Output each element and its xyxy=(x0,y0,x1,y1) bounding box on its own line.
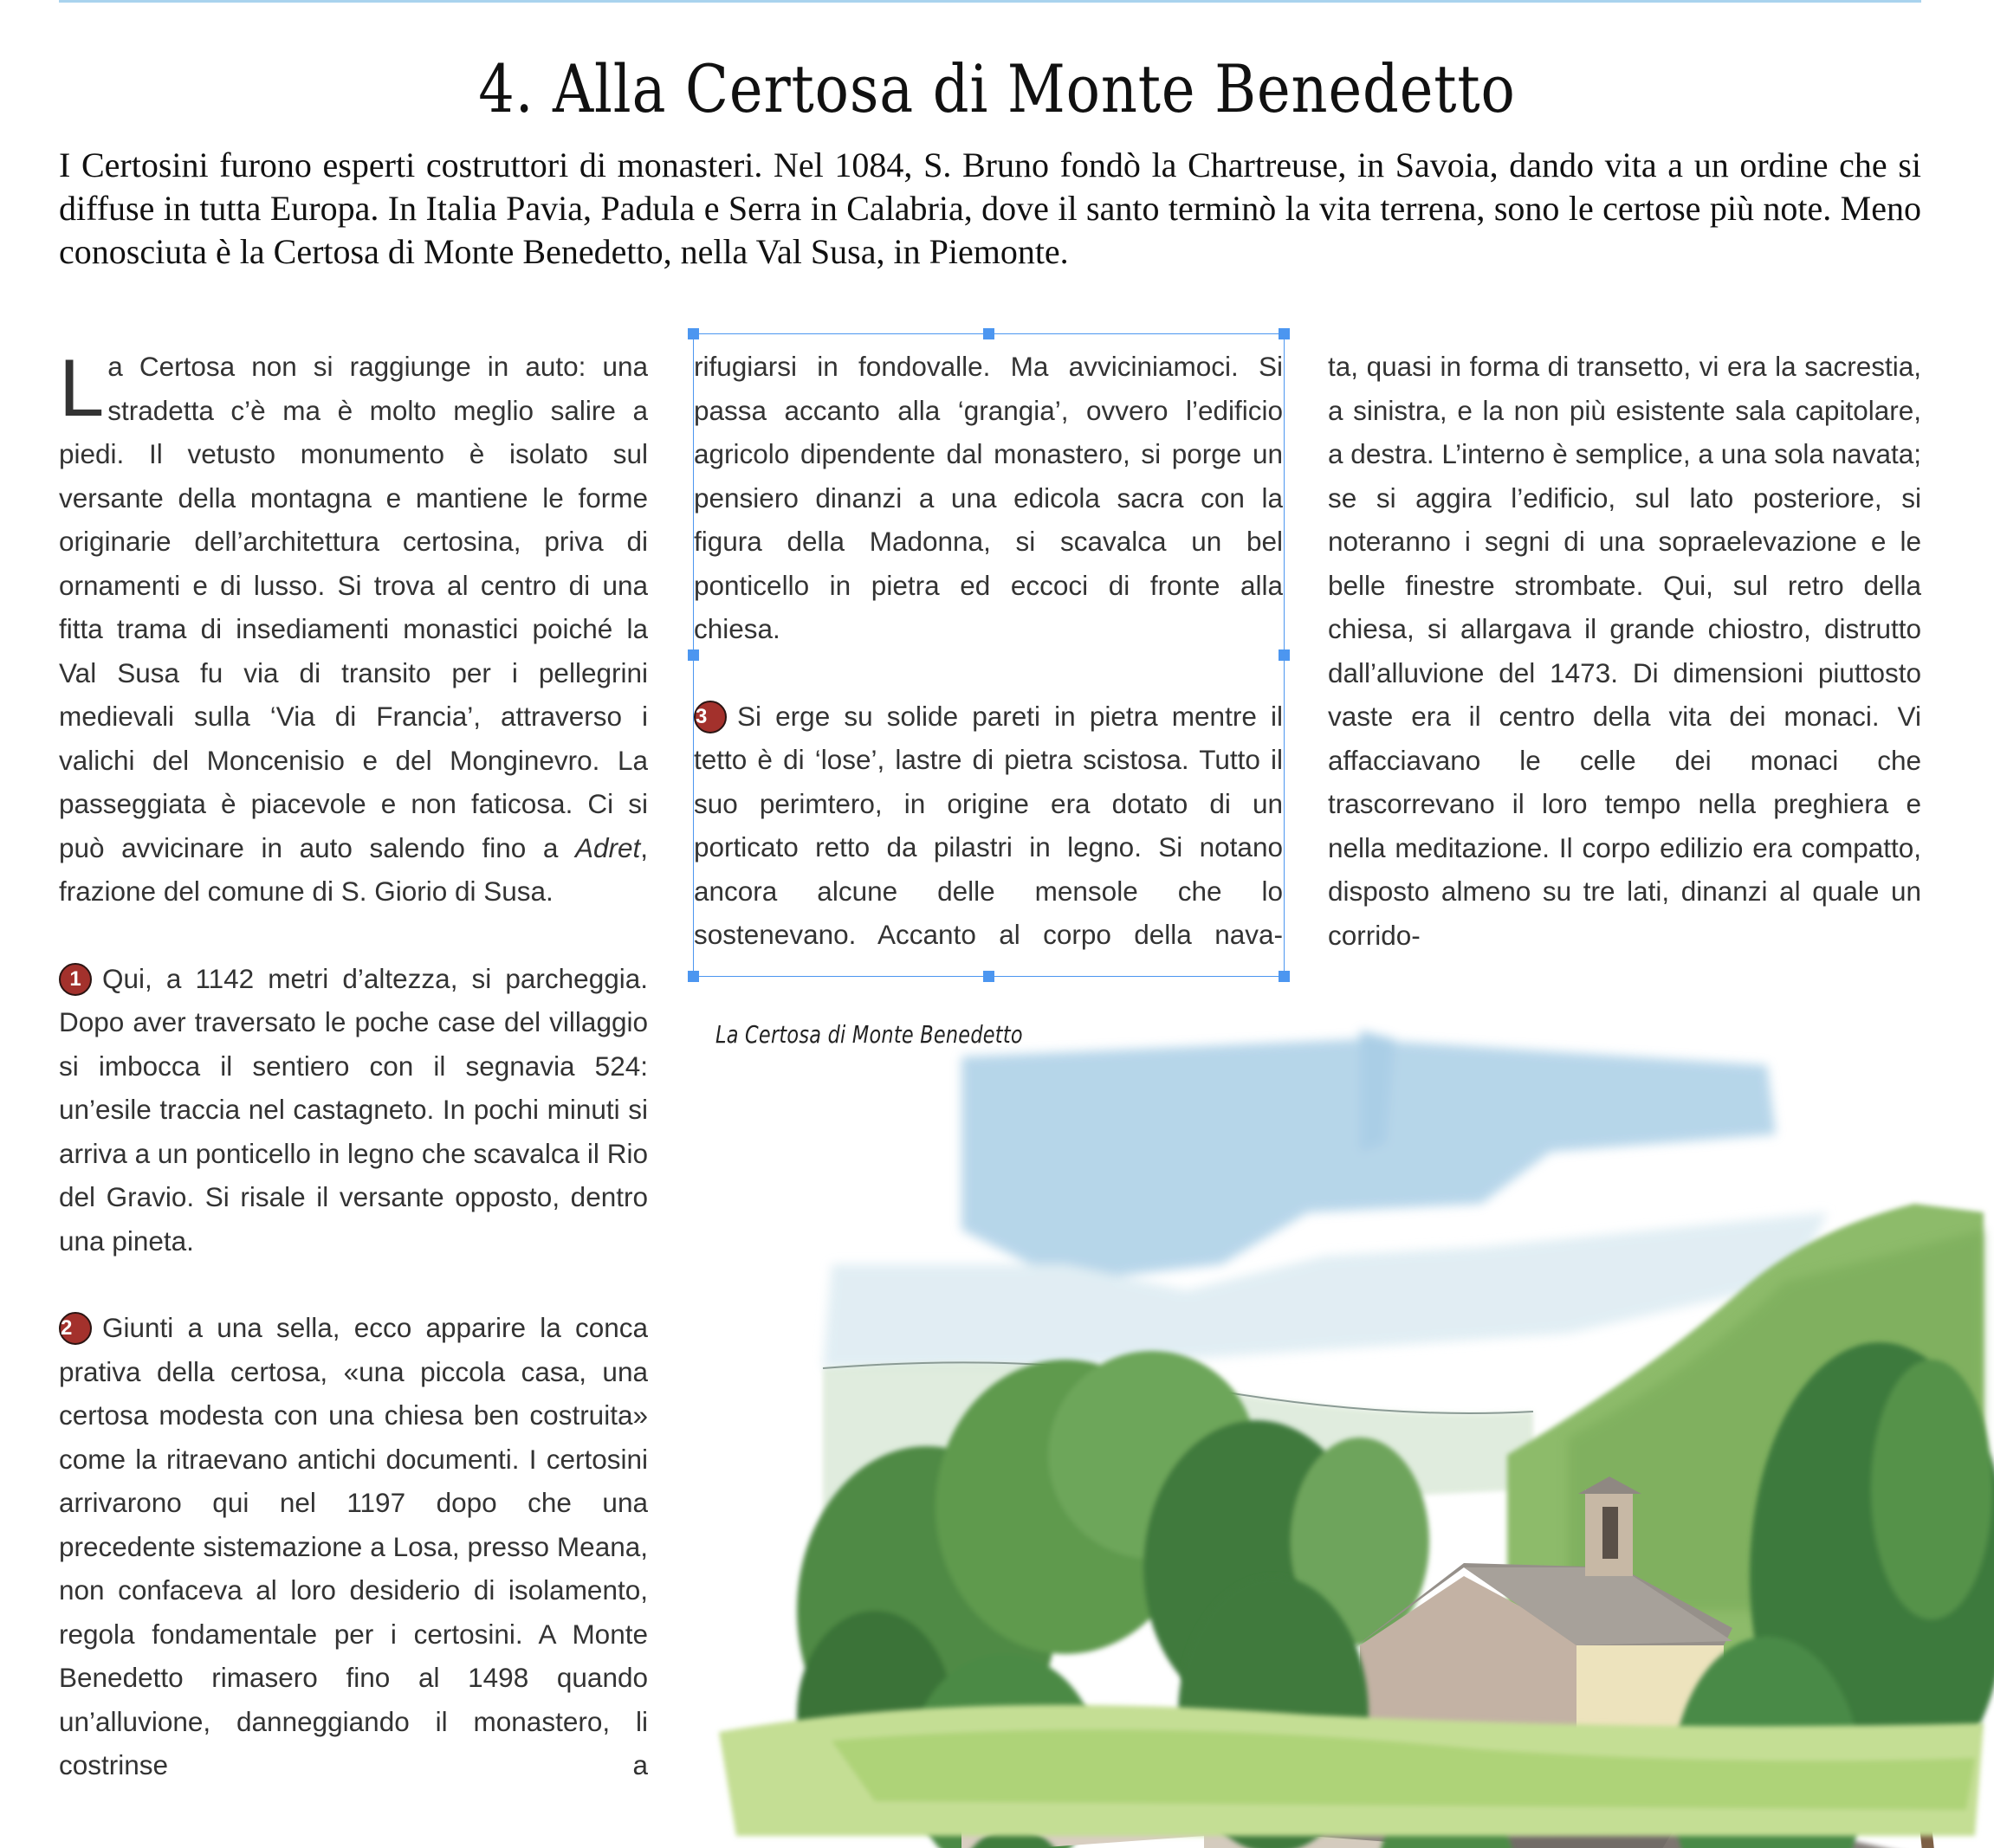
step-badge-2: 2 xyxy=(59,1312,92,1345)
paragraph-opening: La Certosa non si raggiunge in auto: una stradetta c’è ma è molto meglio salire a piedi. Il vetusto monumento è isolato sul versante della montagna e mantiene le forme originarie dell’architettura certosina, priva di ornamenti e di lusso. Si trova al centro di una fitta trama di insediamenti monastici poiché la Val Susa fu via di transito per i pellegrini medievali sulla ‘Via di Francia’, attraverso i valichi del Moncenisio e del Monginevro. La passeggiata è piacevole e non faticosa. Ci si può avvicinare in auto salendo fino a Adret, frazione del comune di S. Giorio di Susa. xyxy=(59,342,648,907)
text-column-middle[interactable] xyxy=(694,345,1283,1000)
place-name-italic: Adret xyxy=(574,831,641,863)
drop-cap: L xyxy=(59,342,105,433)
top-rule xyxy=(59,0,1921,3)
text-column-right xyxy=(1328,345,1921,1000)
resize-handle-top-middle[interactable] xyxy=(983,328,994,339)
intro-paragraph: I Certosini furono esperti costruttori di monasteri. Nel 1084, S. Bruno fondò la Chartreuse, in Savoia, dando vita a un ordine che si diffuse in tutta Europa. In Italia Pavia, Padula e Serra in Calabria, dove il santo terminò la vita terrena, sono le certose più note. Meno conosciuta è la Certosa di Monte Benedetto, nella Val Susa, in Piemonte. xyxy=(59,145,1921,271)
resize-handle-top-right[interactable] xyxy=(1279,328,1290,339)
paragraph-step-1: 1 Qui, a 1142 metri d’altezza, si parcheggia. Dopo aver traversato le poche case del villaggio si imbocca il sentiero con il segnavia 524: un’esile traccia nel castagneto. In pochi minuti si arriva a un ponticello in legno che scavalca il Rio del Gravio. Si risale il versante opposto, dentro una pineta. xyxy=(59,962,648,1257)
page-title: 4. Alla Certosa di Monte Benedetto xyxy=(478,50,1516,127)
figure-caption: La Certosa di Monte Benedetto xyxy=(715,1020,1023,1049)
step-badge-1: 1 xyxy=(59,963,92,996)
paragraph-church-interior: ta, quasi in forma di transetto, vi era la sacrestia, a sinistra, e la non più esistente sala capitolare, a destra. L’interno è semplice, a una sola navata; se si aggira l’edificio, sul lato posteriore, si noteranno i segni di una sopraelevazione e le belle finestre strombate. Qui, sul retro della chiesa, si allargava il grande chiostro, distrutto dall’alluvione del 1473. Di dimensioni piuttosto vaste era il centro della vita dei monaci. Vi affacciavano le celle dei monaci che trascorrevano il loro tempo nella preghiera e nella meditazione. Il corpo edilizio era compatto, disposto almeno su tre lati, dinanzi al quale un corrido- xyxy=(1328,351,1921,951)
resize-handle-top-left[interactable] xyxy=(688,328,699,339)
paragraph-approach: rifugiarsi in fondovalle. Ma avviciniamoci. Si passa accanto alla ‘grangia’, ovvero l’edificio agricolo dipendente dal monastero, si porge un pensiero dinanzi a una edicola sacra con la figura della Madonna, si scavalca un bel ponticello in pietra ed eccoci di fronte alla chiesa. xyxy=(694,351,1283,644)
paragraph-step-2: 2 Giunti a una sella, ecco apparire la conca prativa della certosa, «una piccola casa, una certosa modesta con una chiesa ben costruita» come la ritraevano antichi documenti. I certosini arrivarono qui nel 1197 dopo che una precedente sistemazione a Losa, presso Meana, non confaceva al loro desiderio di isolamento, regola fondamentale per i certosini. A Monte Benedetto rimasero fino al 1498 quando un’alluvione, danneggiando il monastero, li costrinse a xyxy=(59,1312,648,1780)
step-badge-3: 3 xyxy=(694,701,727,733)
watercolor-certosa-illustration-icon xyxy=(702,1005,1994,1848)
paragraph-step-3: 3 Si erge su solide pareti in pietra mentre il tetto è di ‘lose’, lastre di pietra scistosa. Tutto il suo perimtero, in origine era dotato di un porticato retto da pilastri in legno. Si notano ancora alcune delle mensole che lo sostenevano. Accanto al corpo della nava- xyxy=(694,700,1283,950)
text-column-left xyxy=(59,342,648,1831)
